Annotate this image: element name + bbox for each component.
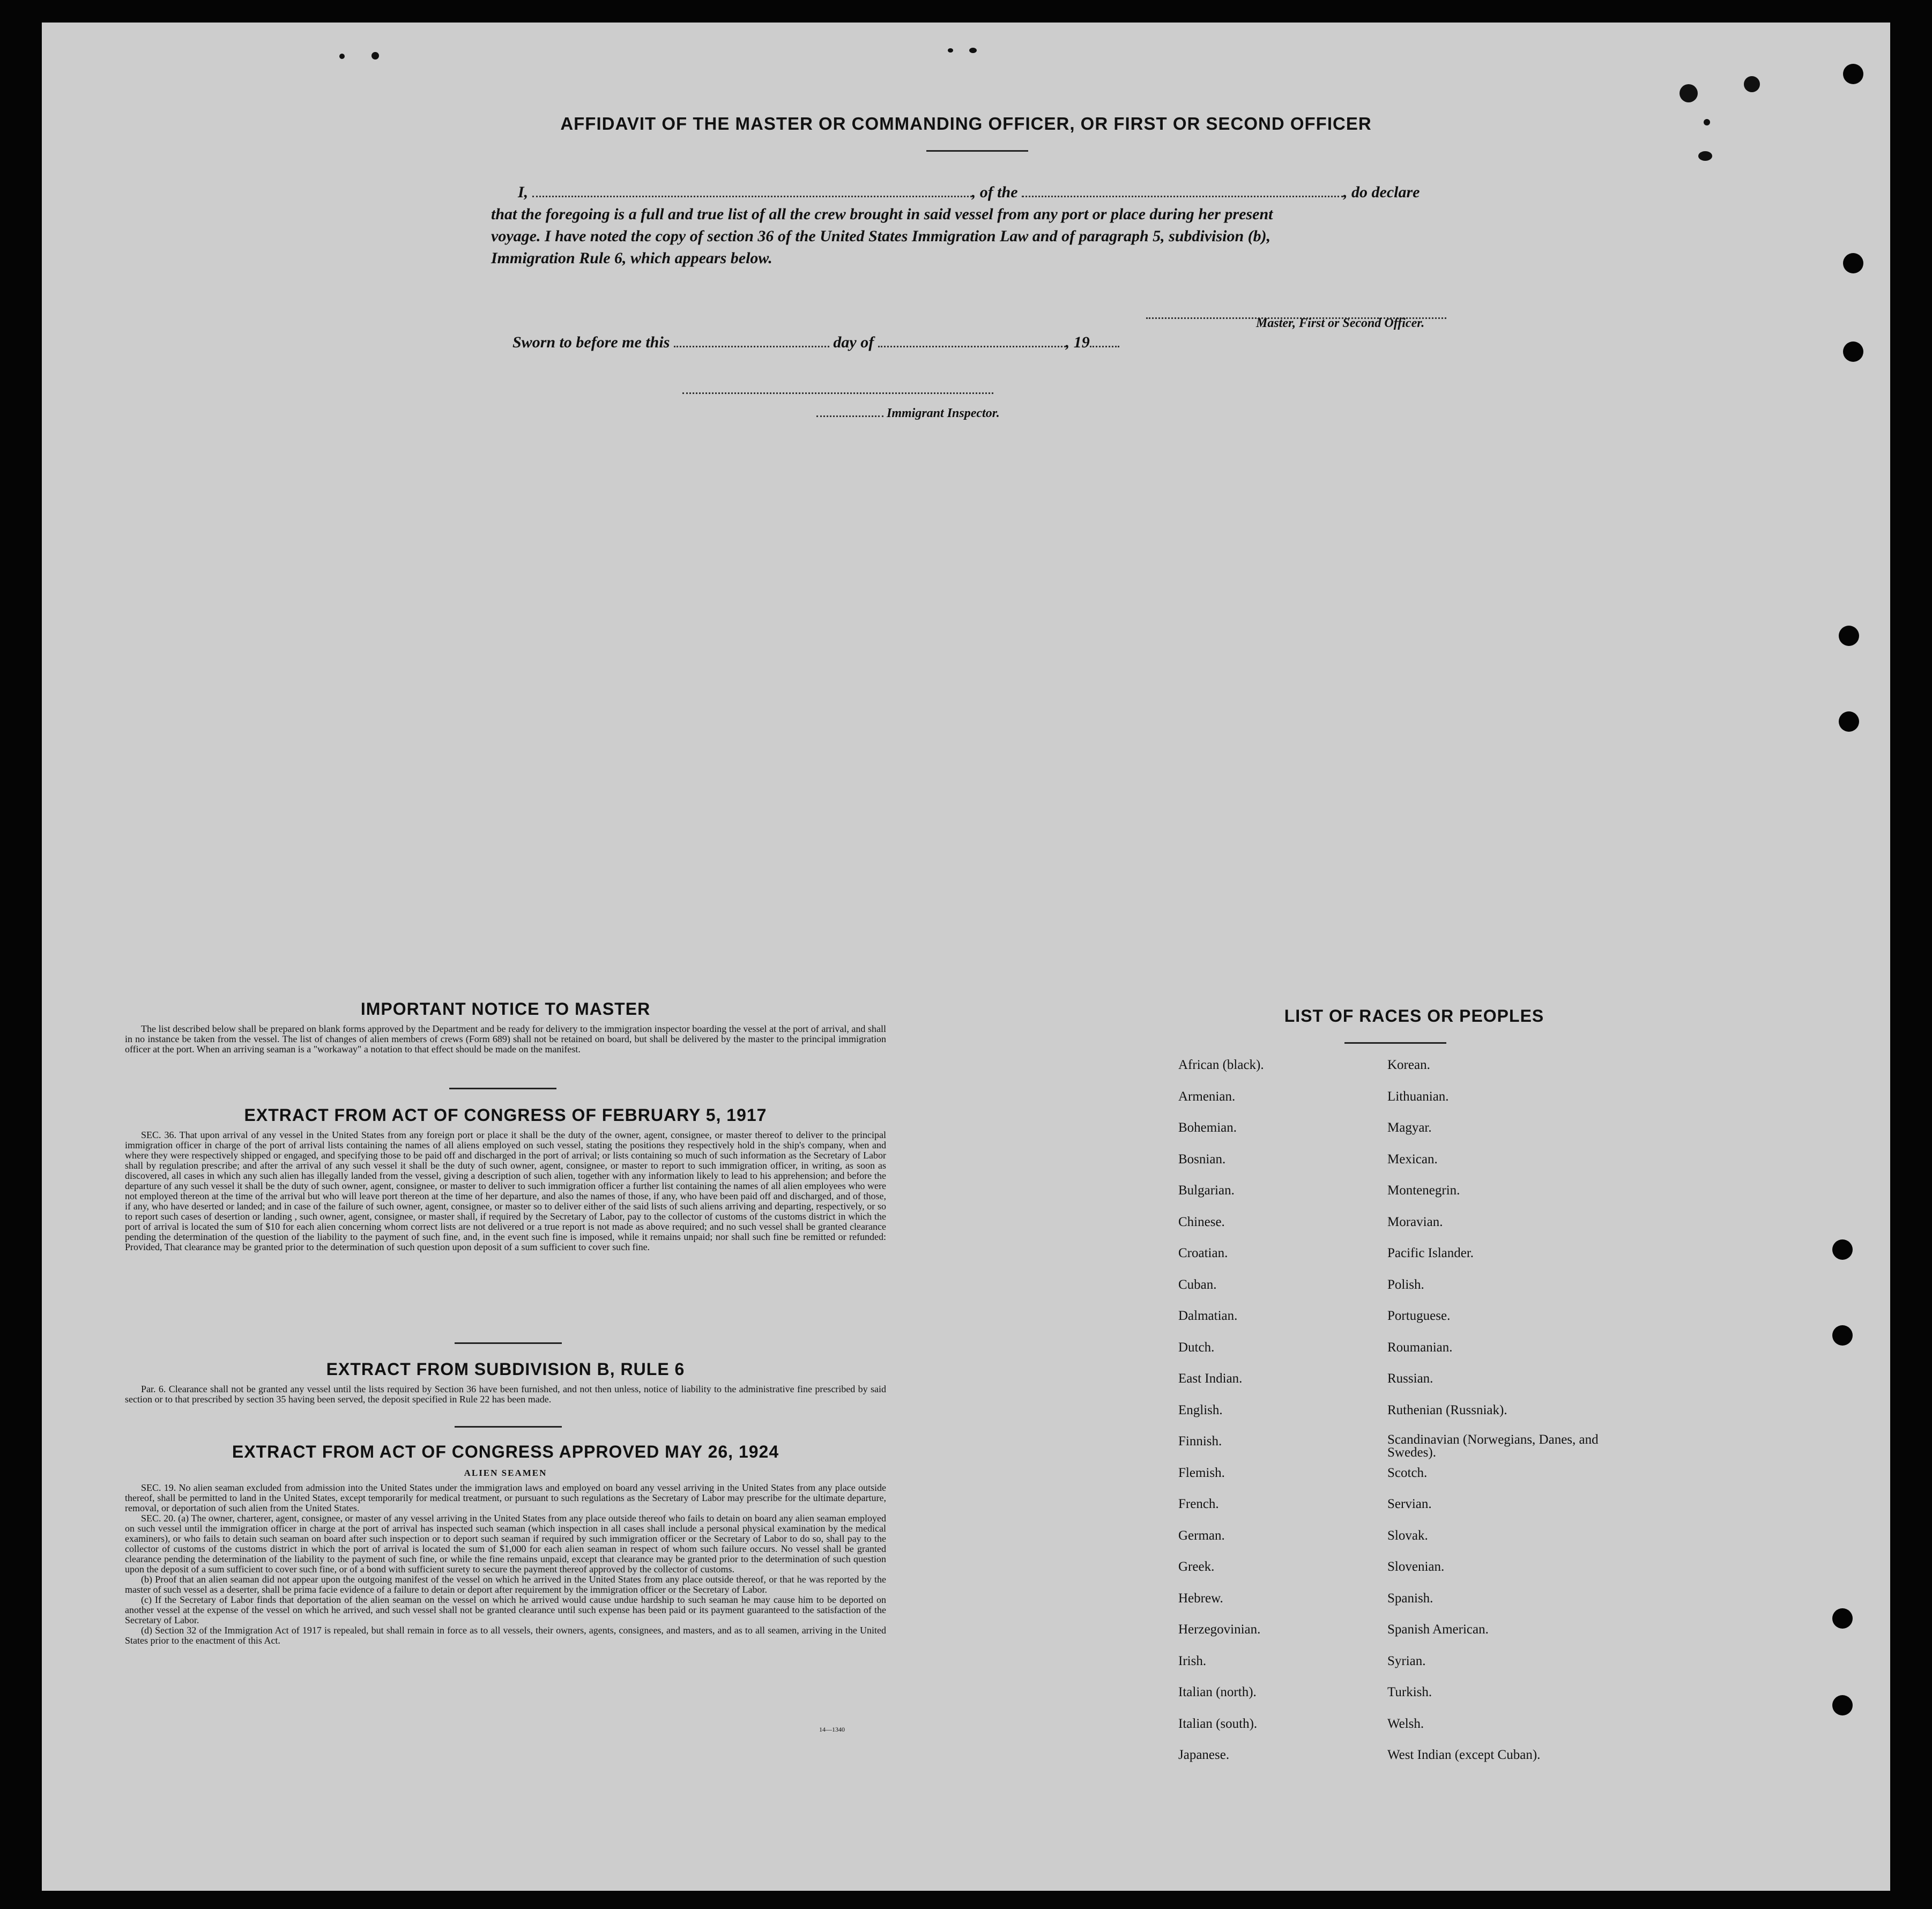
binder-hole: [1839, 711, 1859, 732]
ink-spot: [948, 48, 953, 53]
binder-hole: [1843, 253, 1863, 273]
binder-hole: [1832, 1608, 1853, 1629]
extract-1917-title: EXTRACT FROM ACT OF CONGRESS OF FEBRUARY 5, 1917: [244, 1105, 767, 1125]
race-item: Irish.: [1178, 1653, 1207, 1668]
extract-1924-title: EXTRACT FROM ACT OF CONGRESS APPROVED MAY 26, 1924: [232, 1442, 779, 1461]
race-item: Flemish.: [1178, 1465, 1225, 1480]
race-item: Dutch.: [1178, 1340, 1215, 1355]
race-item: Croatian.: [1178, 1246, 1228, 1260]
binder-hole: [1843, 341, 1863, 362]
races-left-column: [1178, 1057, 1382, 1779]
vessel-blank[interactable]: [1022, 196, 1343, 197]
race-item: Moravian.: [1387, 1214, 1443, 1229]
races-rule: [1344, 1042, 1446, 1044]
ink-spot: [1698, 151, 1712, 161]
race-item: Herzegovinian.: [1178, 1622, 1261, 1637]
race-item: Italian (north).: [1178, 1685, 1257, 1699]
rule6-text: Par. 6. Clearance shall not be granted any vessel until the lists required by Section 36 have been furnished, and not then unless, notice of liability to the administrative fine prescribed by said section or to that prescribed by section 35 having been served, the deposit specified in Rule 22 has been made.: [125, 1384, 886, 1405]
race-item: Polish.: [1387, 1277, 1424, 1292]
notice-rule: [449, 1088, 556, 1089]
binder-hole: [1832, 1695, 1853, 1715]
race-item: Slovak.: [1387, 1528, 1428, 1543]
race-item: Japanese.: [1178, 1748, 1230, 1762]
race-item: Korean.: [1387, 1058, 1430, 1072]
year-blank[interactable]: [1090, 346, 1119, 347]
race-item: Finnish.: [1178, 1434, 1222, 1449]
notice-text: The list described below shall be prepared on blank forms approved by the Department and be ready for delivery to the immigration inspector boarding the vessel at the port of arrival, and shall in no instance be taken from the vessel. The list of changes of alien members of crews (Form 689) shall not be retained on board, but shall be delivered by the master to the principal immigration officer at the port. When an arriving seaman is a "workaway" a notation to that effect should be made on the manifest.: [125, 1023, 886, 1054]
rule6-title: EXTRACT FROM SUBDIVISION B, RULE 6: [326, 1360, 685, 1379]
race-item: English.: [1178, 1402, 1223, 1417]
affidavit-body: [491, 181, 1536, 269]
name-blank[interactable]: [532, 196, 972, 197]
binder-hole: [1832, 1239, 1853, 1260]
race-item: Russian.: [1387, 1371, 1433, 1386]
extract-1924-text: [125, 1483, 886, 1646]
extract-1917-rule: [455, 1342, 562, 1344]
race-item: Greek.: [1178, 1559, 1215, 1574]
ink-spot: [969, 48, 977, 53]
race-item: Montenegrin.: [1387, 1183, 1460, 1198]
race-item: Mexican.: [1387, 1152, 1438, 1167]
race-item: Italian (south).: [1178, 1716, 1258, 1731]
race-item: Chinese.: [1178, 1214, 1225, 1229]
race-item: Lithuanian.: [1387, 1089, 1449, 1104]
race-item: Syrian.: [1387, 1653, 1426, 1668]
binder-hole: [1839, 626, 1859, 646]
race-item: Spanish.: [1387, 1591, 1433, 1606]
race-item: Spanish American.: [1387, 1622, 1489, 1637]
race-item: African (black).: [1178, 1058, 1264, 1072]
signature-caption: Master, First or Second Officer.: [1256, 316, 1425, 330]
race-item: Portuguese.: [1387, 1309, 1451, 1323]
month-blank[interactable]: [878, 346, 1066, 347]
affidavit-line2: that the foregoing is a full and true list of all the crew brought in said vessel from any port or place during her present: [491, 205, 1273, 223]
ink-spot: [339, 54, 345, 59]
inspector-caption: Immigrant Inspector.: [887, 406, 1000, 420]
affidavit-title: AFFIDAVIT OF THE MASTER OR COMMANDING OFFICER, OR FIRST OR SECOND OFFICER: [560, 114, 1372, 133]
title-rule: [926, 150, 1028, 152]
race-item: Roumanian.: [1387, 1340, 1453, 1355]
sec-20-b: (b) Proof that an alien seaman did not appear upon the outgoing manifest of the vessel on which he arrived in the United States from any place outside thereof, or that he was reported by the master of such vessel as a deserter, shall be prima facie evidence of a failure to detain or deport after requirement by the immigration officer or the Secretary of Labor.: [125, 1574, 886, 1595]
race-item: Pacific Islander.: [1387, 1246, 1474, 1260]
race-item: Hebrew.: [1178, 1591, 1223, 1606]
ink-spot: [1704, 119, 1710, 125]
race-item: Magyar.: [1387, 1120, 1432, 1135]
binder-hole: [1843, 64, 1863, 84]
race-item: Cuban.: [1178, 1277, 1217, 1292]
race-item: French.: [1178, 1497, 1219, 1511]
inspector-signature-blank[interactable]: [682, 387, 993, 394]
ink-spot: [1680, 84, 1698, 102]
extract-1924-subtitle: ALIEN SEAMEN: [464, 1468, 547, 1478]
day-blank[interactable]: [674, 346, 829, 347]
binder-hole: [1832, 1325, 1853, 1346]
race-item: Bulgarian.: [1178, 1183, 1235, 1198]
race-item: East Indian.: [1178, 1371, 1243, 1386]
rule6-rule: [455, 1426, 562, 1428]
race-item: West Indian (except Cuban).: [1387, 1748, 1541, 1762]
affidavit-line1: I, , of the , do declare: [518, 183, 1420, 201]
sworn-line: Sworn to before me this day of , 19: [512, 333, 1119, 352]
race-item: Welsh.: [1387, 1716, 1424, 1731]
race-item: Bosnian.: [1178, 1152, 1226, 1167]
extract-1917-text: SEC. 36. That upon arrival of any vessel in the United States from any foreign port or place it shall be the duty of the owner, agent, consignee, or master thereof to deliver to the principal immigration officer in charge of the port of arrival lists containing the names of all aliens employed on such vessel, stating the positions they respectively hold in the ship's company, when and where they were respectively shipped or engaged, and specifying those to be paid off and discharged in the port of arrival; or lists containing so much of such information as the Secretary of Labor shall by regulation prescribe; and after the arrival of any such vessel it shall be the duty of such owner, agent, consignee, or master to report to such immigration officer, in writing, as soon as discovered, all cases in which any such alien has illegally landed from the vessel, giving a description of such alien, together with any information likely to lead to his apprehension; and before the departure of any such vessel it shall be the duty of such owner, agent, consignee, or master to deliver to such immigration officer a further list containing the names of all alien employees who were not employed thereon at the time of the arrival but who will leave port thereon at the time of her departure, and also the names of those, if any, who have been paid off and discharged, and of those, if any, who have deserted or landed; and in case of the failure of such owner, agent, consignee, or master so to deliver either of the said lists of such aliens arriving and departing, respectively, or so to report such cases of desertion or landing , such owner, agent, consignee, or master shall, if required by the Secretary of Labor, pay to the collector of customs of the customs district in which the port of arrival is located the sum of $10 for each alien concerning whom correct lists are not delivered or a true report is not made as above required; and no such vessel shall be granted clearance pending the determination of the question of the liability to the payment of such fine, and, in the event such fine is imposed, while it remains unpaid; nor shall such fine be remitted or refunded: Provided, That clearance may be granted prior to the determination of such question upon deposit of a sum sufficient to cover such fine.: [125, 1130, 886, 1252]
sec-20-d: (d) Section 32 of the Immigration Act of 1917 is repealed, but shall remain in force as to all vessels, their owners, agents, consignees, and masters, and as to all seamen, arriving in the United States prior to the enactment of this Act.: [125, 1625, 886, 1646]
affidavit-line3: voyage. I have noted the copy of section 36 of the United States Immigration Law and of paragraph 5, subdivision (b),: [491, 227, 1271, 245]
notice-title: IMPORTANT NOTICE TO MASTER: [360, 999, 651, 1019]
ink-spot: [1744, 76, 1760, 92]
race-item: Servian.: [1387, 1497, 1432, 1511]
sec-19: SEC. 19. No alien seaman excluded from admission into the United States under the immigration laws and employed on board any vessel arriving in the United States from any place outside thereof, shall be permitted to land in the United States, except temporarily for medical treatment, or pursuant to such regulations as the Secretary of Labor may prescribe for the ultimate departure, removal, or deportation of such alien from the United States.: [125, 1482, 886, 1513]
inspector-line: [816, 406, 1000, 421]
race-item: Turkish.: [1387, 1685, 1432, 1699]
races-right-column: [1387, 1057, 1618, 1779]
race-item: Scandinavian (Norwegians, Danes, and Swedes).: [1387, 1432, 1599, 1460]
race-item: Slovenian.: [1387, 1559, 1445, 1574]
document-page: [42, 23, 1890, 1891]
sec-20-a: SEC. 20. (a) The owner, charterer, agent, consignee, or master of any vessel arriving in the United States from any place outside thereof who fails to detain on board any alien seaman employed on such vessel until the immigration officer in charge at the port of arrival has inspected such seaman (which inspection in all cases shall include a personal physical examination by the medical examiners), or who fails to detain such seaman on board after such inspection or to deport such seaman if required by such immigration officer or the Secretary of Labor to do so, shall pay to the collector of customs of the customs district in which the port of arrival is located the sum of $1,000 for each alien seaman in respect of whom such failure occurs. No vessel shall be granted clearance pending the determination of the liability to the payment of such fine, or while the fine remains unpaid, except that clearance may be granted prior to the determination of such question upon the deposit of a sum sufficient to cover such fine, or of a bond with sufficient surety to secure the payment thereof approved by the collector of customs.: [125, 1513, 886, 1574]
race-item: Dalmatian.: [1178, 1309, 1238, 1323]
race-item: Scotch.: [1387, 1465, 1428, 1480]
race-item: German.: [1178, 1528, 1225, 1543]
form-number: 14—1340: [819, 1726, 845, 1733]
affidavit-line4: Immigration Rule 6, which appears below.: [491, 249, 772, 267]
race-item: Armenian.: [1178, 1089, 1236, 1104]
ink-spot: [371, 52, 379, 60]
races-title: LIST OF RACES OR PEOPLES: [1284, 1006, 1544, 1026]
race-item: Ruthenian (Russniak).: [1387, 1402, 1507, 1417]
race-item: Bohemian.: [1178, 1120, 1237, 1135]
sec-20-c: (c) If the Secretary of Labor finds that deportation of the alien seaman on the vessel on which he arrived would cause undue hardship to such seaman he may cause him to be deported on another vessel at the expense of the vessel on which he arrived, and such vessel shall not be granted clearance until such expense has been paid or its payment guaranteed to the satisfaction of the Secretary of Labor.: [125, 1594, 886, 1625]
